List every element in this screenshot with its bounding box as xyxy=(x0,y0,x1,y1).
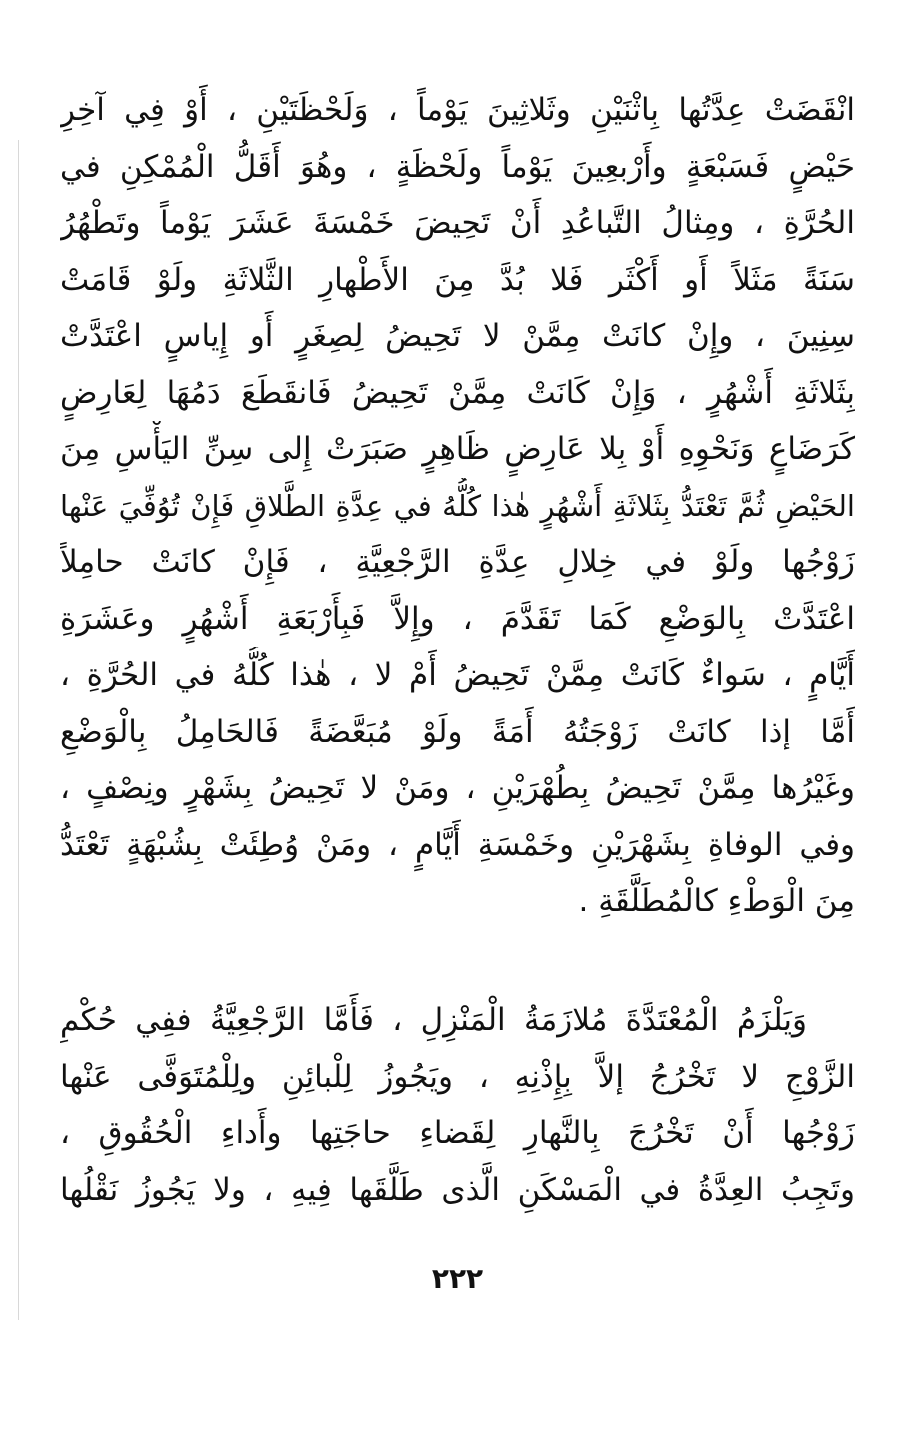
text-line: الحَيْضِ ثُمَّ تَعْتَدُّ بِثَلاثَةِ أَشْهُرٍ هٰذا كُلُّهُ في عِدَّةِ الطَّلاقِ فَإِنْ تُوُفِّيَ عَنْها xyxy=(60,488,855,523)
text-line: أَمَّا إذا كانَتْ زَوْجَتُهُ أَمَةً ولَوْ مُبَعَّضَةً فَالحَامِلُ بِالْوَضْعِ xyxy=(60,713,855,750)
page-number: ٢٢٢ xyxy=(431,1262,484,1295)
paragraph-1 xyxy=(60,82,855,930)
text-line: وَيَلْزَمُ الْمُعْتَدَّةَ مُلازَمَةُ الْمَنْزِلِ ، فَأَمَّا الرَّجْعِيَّةُ ففِي حُكْمِ xyxy=(60,1002,807,1038)
page-binding-shadow xyxy=(18,140,19,1320)
text-line: زَوْجُها أَنْ تَخْرُجَ بِالنَّهارِ لِقَضاءِ حاجَتِها وأَداءِ الْحُقُوقِ ، xyxy=(60,1115,855,1151)
text-line: وغَيْرُها مِمَّنْ تَحِيضُ بِطُهْرَيْنِ ، ومَنْ لا تَحِيضُ بِشَهْرٍ ونِصْفٍ ، xyxy=(60,770,855,806)
text-line: اعْتَدَّتْ بِالوَضْعِ كَمَا تَقَدَّمَ ، وإِلاَّ فَبِأَرْبَعَةِ أَشْهُرٍ وعَشَرَةِ xyxy=(60,600,855,637)
paragraph-2 xyxy=(60,992,855,1218)
text-line: مِنَ الْوَطْءِ كالْمُطَلَّقَةِ . xyxy=(578,883,855,919)
text-line: وتَجِبُ العِدَّةُ في الْمَسْكَنِ الَّذى طَلَّقَها فِيهِ ، ولا يَجُوزُ نَقْلُها xyxy=(60,1171,855,1208)
text-line: الزَّوْجِ لا تَخْرُجُ إلاَّ بِإِذْنِهِ ، ويَجُوزُ لِلْبائِنِ ولِلْمُتَوَفَّى عَنْها xyxy=(60,1058,855,1095)
text-line: بِثَلاثَةِ أَشْهُرٍ ، وَإِنْ كَانَتْ مِمَّنْ تَحِيضُ فَانقَطَعَ دَمُهَا لِعَارِضٍ xyxy=(60,374,855,411)
text-line: زَوْجُها ولَوْ في خِلالِ عِدَّةِ الرَّجْعِيَّةِ ، فَإِنْ كانَتْ حامِلاً xyxy=(60,544,855,580)
text-line: انْقَضَتْ عِدَّتُها بِاثْنَيْنِ وثَلاثِينَ يَوْماً ، وَلَحْظَتَيْنِ ، أَوْ فِي آخِرِ xyxy=(60,92,855,128)
text-line: حَيْضٍ فَسَبْعَةٍ وأَرْبعِينَ يَوْماً ولَحْظَةٍ ، وهُوَ أَقَلُّ الْمُمْكِنِ في xyxy=(60,148,855,185)
text-line: كَرَضَاعٍ وَنَحْوِهِ أَوْ بِلا عَارِضٍ ظَاهِرٍ صَبَرَتْ إِلى سِنِّ اليَأْسِ مِنَ xyxy=(60,431,855,467)
text-line: سِنِينَ ، وإِنْ كانَتْ مِمَّنْ لا تَحِيضُ لِصِغَرٍ أَو إِياسٍ اعْتَدَّتْ xyxy=(60,318,855,354)
text-line: سَنَةً مَثَلاً أَو أَكْثَر فَلا بُدَّ مِنَ الأَطْهارِ الثَّلاثَةِ ولَوْ قَامَتْ xyxy=(60,261,855,298)
text-line: وفي الوفاةِ بِشَهْرَيْنِ وخَمْسَةِ أَيَّامٍ ، ومَنْ وُطِئَتْ بِشُبْهَةٍ تَعْتَدُّ xyxy=(60,826,855,863)
text-line: الحُرَّةِ ، ومِثالُ التَّباعُدِ أَنْ تَحِيضَ خَمْسَةَ عَشَرَ يَوْماً وتَطْهُرُ xyxy=(60,205,855,241)
text-line: أَيَّامٍ ، سَواءٌ كَانَتْ مِمَّنْ تَحِيضُ أَمْ لا ، هٰذا كُلُّهُ في الحُرَّةِ ، xyxy=(60,657,855,693)
